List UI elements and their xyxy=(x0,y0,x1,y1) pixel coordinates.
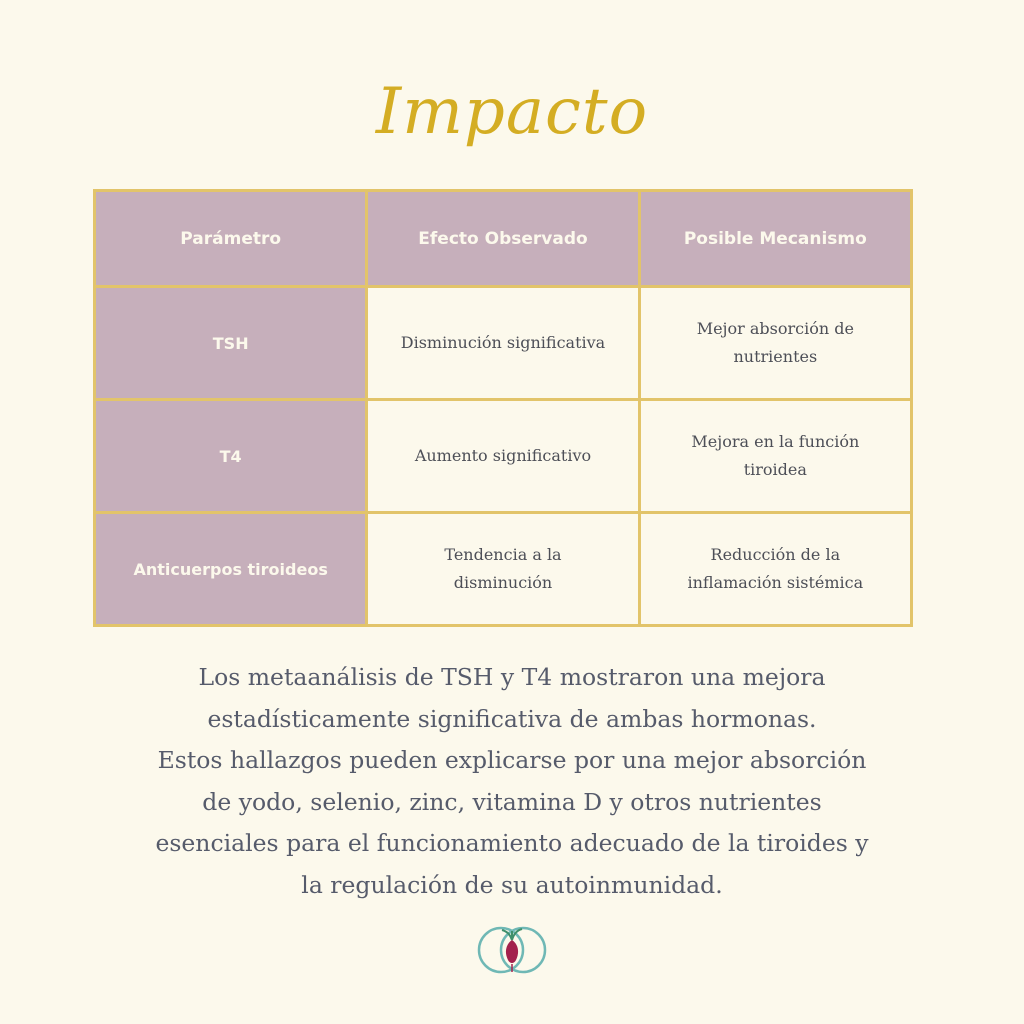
mechanism-line: inflamación sistémica xyxy=(687,573,864,592)
paragraph-line: Estos hallazgos pueden explicarse por una mejor absorción xyxy=(157,746,867,774)
beet-rings-logo-icon xyxy=(474,922,550,980)
paragraph-line: estadísticamente significativa de ambas hormonas. xyxy=(207,704,817,733)
summary-paragraph xyxy=(60,657,964,906)
table-row xyxy=(95,287,912,400)
effect-cell xyxy=(367,513,639,626)
parameter-cell: T4 xyxy=(95,400,367,513)
paragraph-line: de yodo, selenio, zinc, vitamina D y otros nutrientes xyxy=(202,787,822,816)
page-title: Impacto xyxy=(375,75,649,149)
parameter-cell: Anticuerpos tiroideos xyxy=(95,513,367,626)
mechanism-line: Mejora en la función xyxy=(691,432,860,451)
mechanism-line: Reducción de la xyxy=(710,545,841,564)
impact-table xyxy=(93,189,913,627)
mechanism-line: Mejor absorción de xyxy=(696,319,854,338)
paragraph-line: Los metaanálisis de TSH y T4 mostraron una mejora xyxy=(198,663,826,691)
mechanism-line: nutrientes xyxy=(733,347,818,366)
table-row xyxy=(95,400,912,513)
effect-line: Tendencia a la xyxy=(444,545,562,564)
mechanism-cell xyxy=(639,287,911,400)
effect-cell: Disminución significativa xyxy=(367,287,639,400)
parameter-cell: TSH xyxy=(95,287,367,400)
paragraph-line: la regulación de su autoinmunidad. xyxy=(301,870,723,899)
header-efecto-observado: Efecto Observado xyxy=(367,191,639,287)
effect-line: disminución xyxy=(453,573,553,592)
paragraph-line: esenciales para el funcionamiento adecuado de la tiroides y xyxy=(155,829,869,857)
effect-cell: Aumento significativo xyxy=(367,400,639,513)
mechanism-cell xyxy=(639,400,911,513)
header-posible-mecanismo: Posible Mecanismo xyxy=(639,191,911,287)
table-header-row xyxy=(95,191,912,287)
header-parametro: Parámetro xyxy=(95,191,367,287)
mechanism-line: tiroidea xyxy=(743,460,807,479)
mechanism-cell xyxy=(639,513,911,626)
table-row xyxy=(95,513,912,626)
